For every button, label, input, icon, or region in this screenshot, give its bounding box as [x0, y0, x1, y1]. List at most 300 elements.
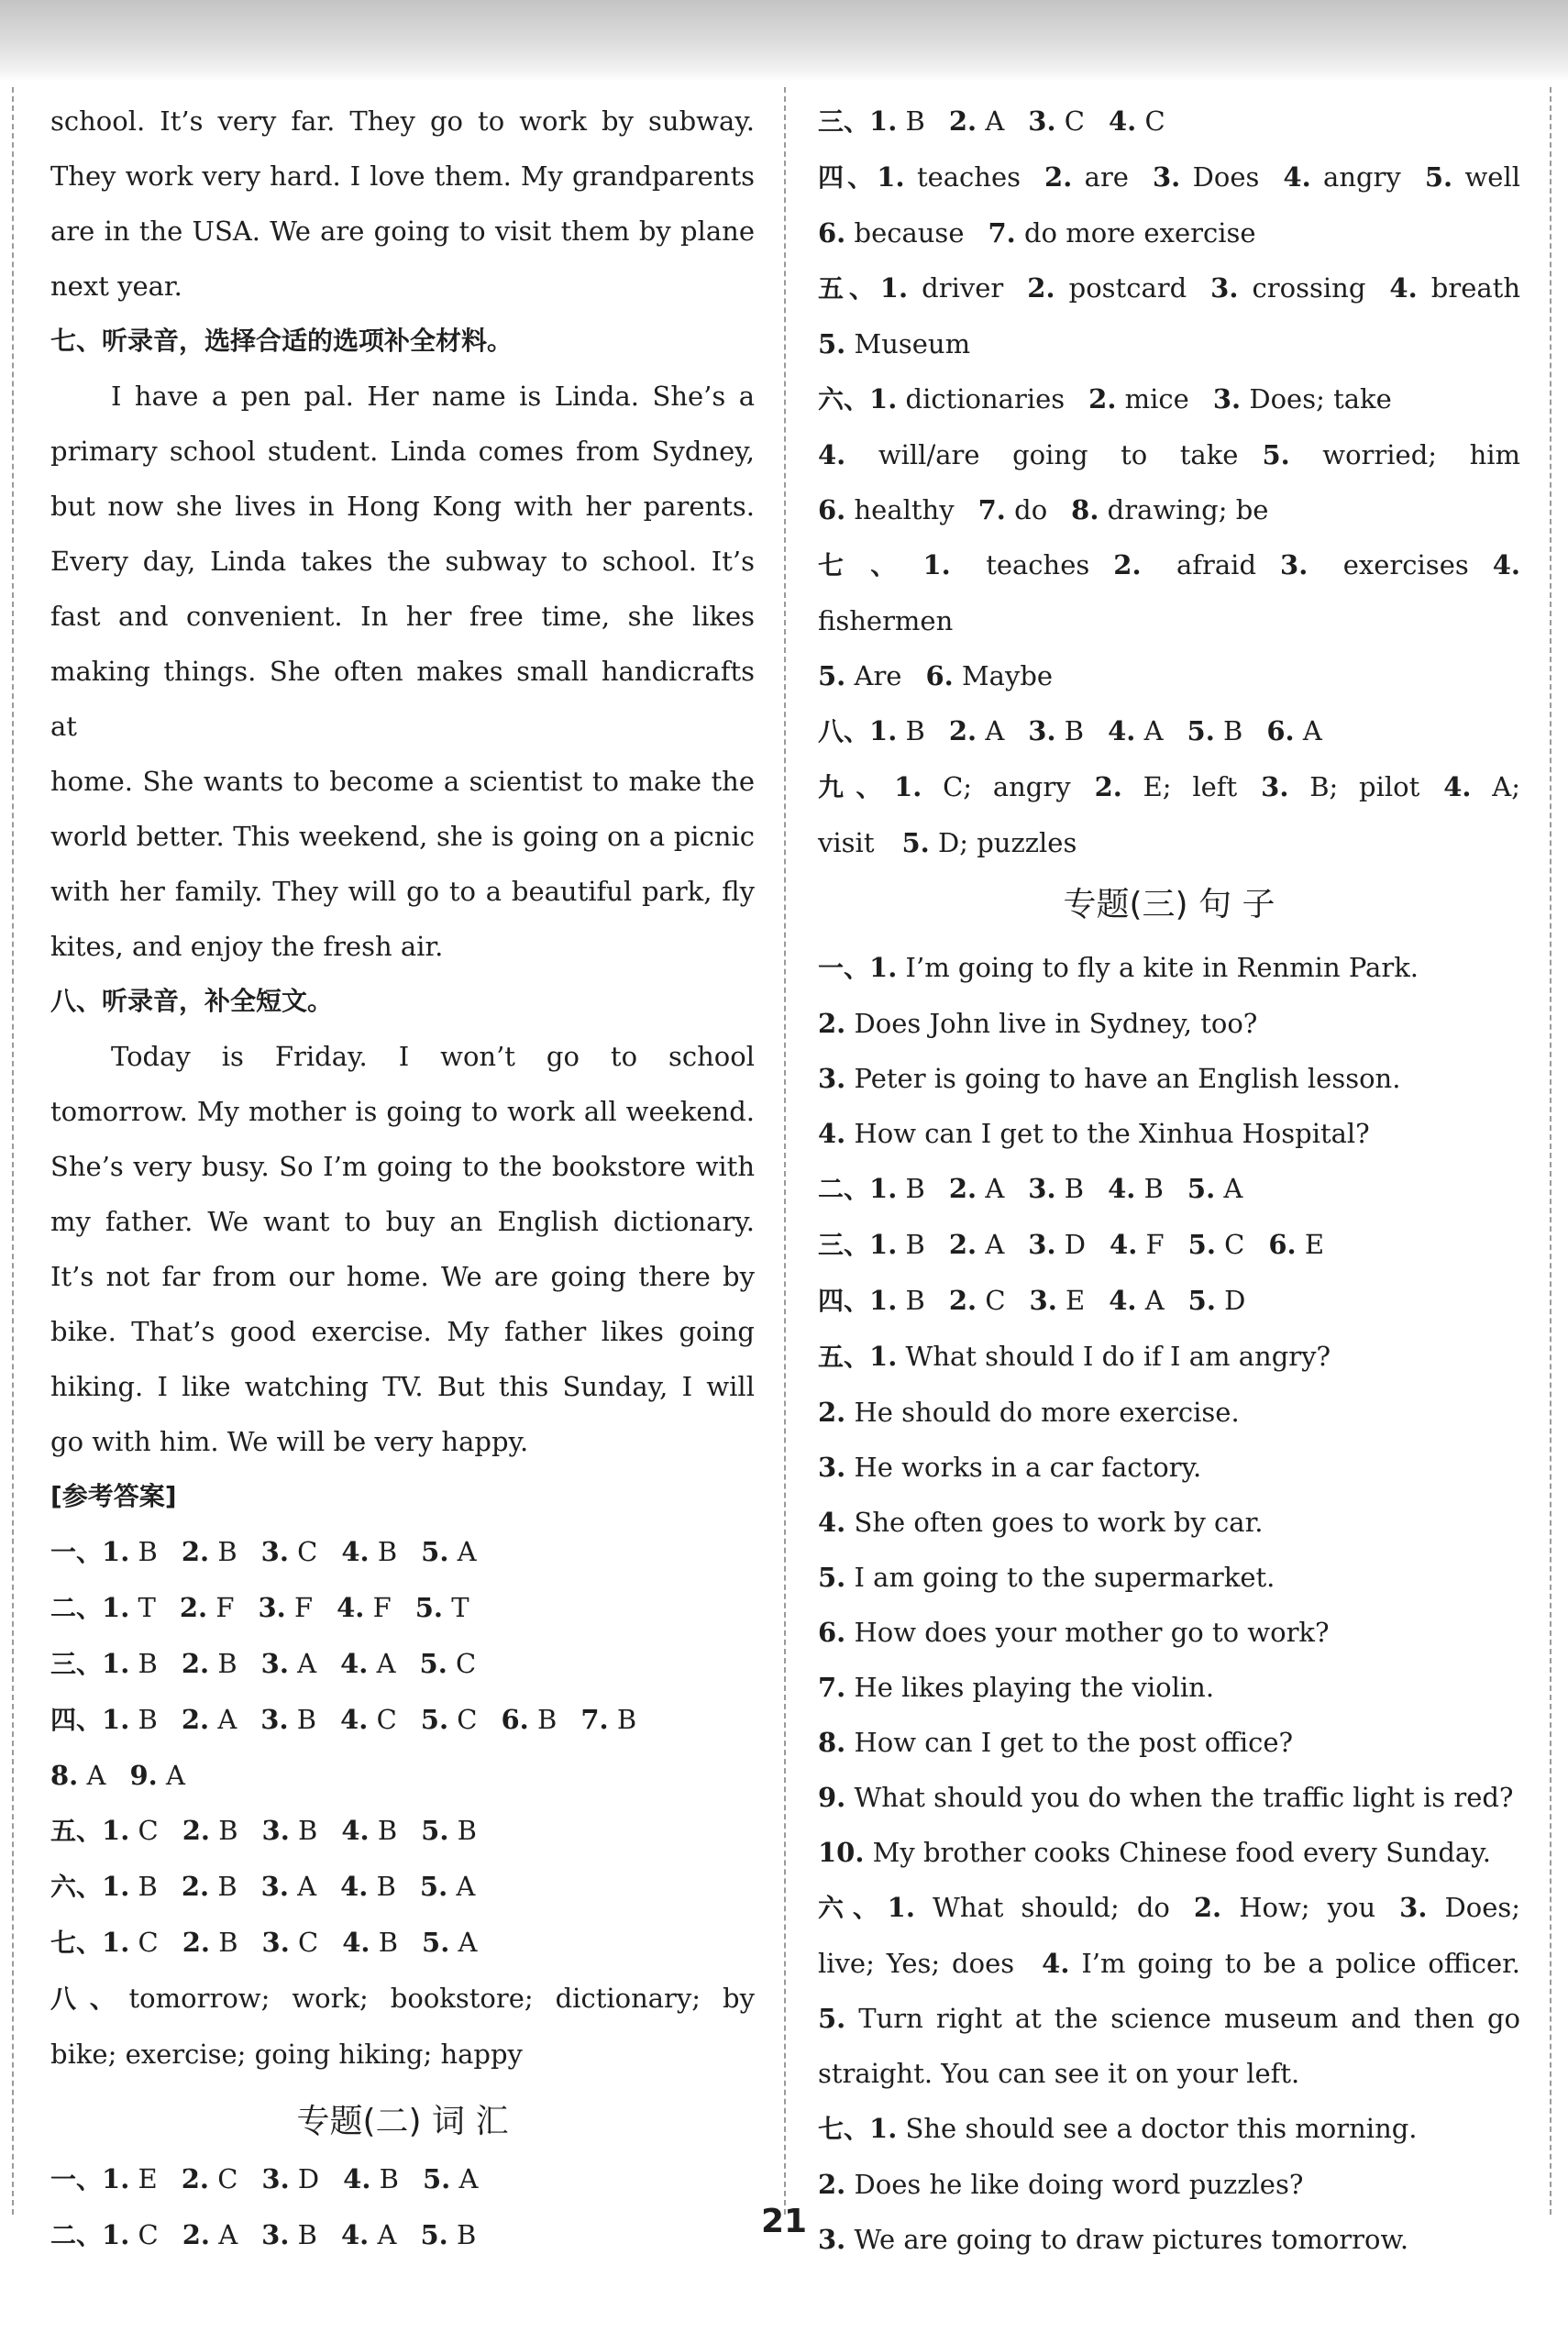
answer-text: B: [905, 105, 925, 137]
item-number: 5.: [420, 1704, 449, 1735]
sentence-text: How can I get to the Xinhua Hospital?: [854, 1118, 1370, 1149]
item-number: 2.: [182, 1815, 210, 1846]
item-number: 4.: [1108, 1173, 1136, 1204]
answer-text: D; puzzles: [937, 827, 1077, 858]
item-number: 5.: [422, 1927, 450, 1958]
sentence-text: I am going to the supermarket.: [854, 1562, 1275, 1593]
item-number: 3.: [1029, 1285, 1057, 1316]
answer-text: B: [296, 1704, 317, 1735]
answer-text: C: [985, 1285, 1006, 1316]
answer-row: [818, 1991, 1520, 2046]
answer-text: B: [1064, 1173, 1085, 1204]
item-number: 2.: [179, 1592, 208, 1623]
answer-text: B: [1223, 715, 1243, 746]
answer-text: B: [217, 1871, 237, 1902]
answer-text: What should; do: [933, 1892, 1170, 1923]
section-number: 八、: [818, 716, 870, 746]
answer-text: driver: [922, 272, 1004, 304]
answer-row: [818, 703, 1520, 759]
answer-text: C: [1064, 105, 1085, 137]
sentence-text: We are going to draw pictures tomorrow.: [854, 2224, 1409, 2255]
item-number: 1.: [869, 383, 898, 414]
answer-text: A: [985, 715, 1005, 746]
answer-text: C: [297, 1536, 318, 1567]
item-number: 3.: [261, 2219, 290, 2250]
section-number: 六、: [818, 1893, 888, 1923]
item-number: 5.: [419, 1871, 448, 1902]
answer-row: [50, 1971, 755, 2027]
answer-text: visit: [818, 827, 875, 858]
text-line: making things. She often makes small handicrafts at: [50, 656, 755, 742]
item-number: 1.: [102, 1592, 130, 1623]
item-number: 5.: [421, 1536, 449, 1567]
item-number: 3.: [1028, 1229, 1056, 1260]
sentence-text: I’m going to fly a kite in Renmin Park.: [905, 952, 1419, 983]
sentence-text: She should see a doctor this morning.: [905, 2113, 1418, 2144]
item-number: 5.: [419, 1648, 447, 1679]
item-number: 3.: [261, 1927, 290, 1958]
section-number: 一、: [50, 1537, 103, 1567]
section-number: 一、: [50, 2164, 103, 2194]
sentence-text: He works in a car factory.: [854, 1452, 1202, 1483]
item-number: 2.: [181, 1871, 210, 1902]
sentence-text: How can I get to the post office?: [854, 1727, 1294, 1758]
answer-text: postcard: [1068, 272, 1187, 304]
answer-group: [901, 827, 1077, 858]
item-number: 5.: [421, 1815, 449, 1846]
answer-text: A: [377, 2219, 397, 2250]
item-number: 5.: [414, 1592, 444, 1623]
item-number: 4.: [340, 1648, 369, 1679]
answer-text: are: [1084, 161, 1129, 193]
item-number: 2.: [1113, 549, 1142, 580]
section-number: 七、: [818, 2114, 870, 2144]
answer-row: [818, 205, 1520, 260]
column-divider: [784, 87, 786, 2215]
answer-row: [50, 1915, 755, 1971]
item-number: 3.: [818, 1063, 846, 1094]
answer-text: B: [905, 715, 925, 746]
item-number: 1.: [922, 549, 951, 580]
item-number: 3.: [1280, 549, 1309, 580]
answer-text: A: [458, 1927, 478, 1958]
item-number: 3.: [1399, 1892, 1428, 1923]
item-number: 4.: [1443, 771, 1472, 802]
answer-text: Museum: [854, 328, 971, 359]
item-number: 1.: [102, 1536, 130, 1567]
item-number: 3.: [260, 1871, 289, 1902]
answer-text: Are: [854, 660, 902, 691]
item-number: 5.: [818, 660, 846, 691]
item-number: 2.: [181, 2163, 209, 2194]
item-number: 2.: [1027, 272, 1055, 304]
text-line: my father. We want to buy an English dictionary.: [50, 1206, 755, 1237]
sentence-line: [818, 2101, 1520, 2157]
sentence-line: [818, 1715, 1520, 1770]
text-line: She’s very busy. So I’m going to the bookstore with: [50, 1151, 755, 1182]
text-line: next year.: [50, 271, 182, 302]
answer-text: E: [1066, 1285, 1086, 1316]
section-number: 六、: [818, 384, 870, 414]
item-number: 5.: [1424, 161, 1453, 193]
sentence-text: Peter is going to have an English lesson.: [854, 1063, 1401, 1094]
answer-row: straight. You can see it on your left.: [818, 2058, 1300, 2089]
item-number: 4.: [818, 439, 846, 470]
answer-text: A: [457, 1536, 477, 1567]
answer-text: B: [376, 1871, 396, 1902]
item-number: 6.: [818, 217, 846, 249]
answer-text: C: [457, 1704, 478, 1735]
section-number: 二、: [50, 1593, 103, 1623]
item-number: 5.: [1187, 715, 1215, 746]
answer-row: [818, 427, 1520, 482]
sentence-list: [818, 1329, 1520, 1880]
answer-text: A: [1302, 715, 1322, 746]
answer-text: B: [377, 1536, 398, 1567]
text-line: They work very hard. I love them. My grandparents: [50, 160, 755, 192]
item-number: 2.: [948, 715, 977, 746]
item-number: 4.: [340, 1871, 369, 1902]
answer-text: B: [138, 1648, 158, 1679]
answer-text: B: [218, 1815, 238, 1846]
section-number: 一、: [818, 953, 870, 983]
answer-text: B: [537, 1704, 558, 1735]
answer-text: angry: [1323, 161, 1401, 193]
answer-row: [50, 1803, 755, 1859]
item-number: 5.: [818, 328, 846, 359]
answer-text: A: [218, 2219, 238, 2250]
answer-row: [818, 94, 1520, 149]
section-number: 三、: [818, 1230, 870, 1260]
answer-row: [818, 815, 1520, 870]
item-number: 8.: [1071, 494, 1099, 525]
item-number: 4.: [341, 1536, 370, 1567]
item-number: 4.: [1110, 1229, 1138, 1260]
item-number: 1.: [869, 1173, 898, 1204]
answer-text: C: [138, 2219, 159, 2250]
item-number: 3.: [260, 1536, 289, 1567]
answer-text: C: [138, 1815, 159, 1846]
item-number: 1.: [894, 771, 922, 802]
sentence-line: [818, 1440, 1520, 1495]
answer-text: B: [298, 1815, 318, 1846]
item-number: 4.: [340, 2219, 370, 2250]
item-number: 1.: [102, 1648, 130, 1679]
answer-text: because: [854, 217, 965, 249]
answer-text: worried; him: [1322, 439, 1521, 470]
answer-text: live; Yes; does: [818, 1948, 1015, 1979]
answer-text: F: [215, 1592, 235, 1623]
item-number: 1.: [102, 2163, 130, 2194]
answer-text: F: [293, 1592, 314, 1623]
answer-row: [818, 1273, 1520, 1329]
item-number: 2.: [181, 1648, 210, 1679]
text-line: with her family. They will go to a beautiful park, fly: [50, 876, 755, 907]
item-number: 4.: [1492, 549, 1521, 580]
answer-text: B: [377, 1815, 398, 1846]
sentence-text: Does John live in Sydney, too?: [854, 1008, 1258, 1039]
item-number: 2.: [181, 1704, 210, 1735]
answer-text: breath: [1430, 272, 1520, 304]
item-number: 4.: [343, 2163, 371, 2194]
answer-text: teaches: [916, 161, 1021, 193]
item-number: 7.: [977, 494, 1006, 525]
sentence-line: [818, 1550, 1520, 1605]
answer-text: mice: [1124, 383, 1189, 414]
item-number: 3.: [1261, 771, 1289, 802]
section-number: 三、: [818, 106, 870, 137]
sentence-text: What should you do when the traffic light is red?: [854, 1782, 1514, 1813]
sentence-line: [818, 1385, 1520, 1440]
item-number: 4.: [341, 1815, 370, 1846]
answer-text: crossing: [1252, 272, 1366, 304]
section-number: 七、: [50, 1928, 103, 1958]
answer-text: A: [985, 1229, 1005, 1260]
answer-text: B: [297, 2219, 317, 2250]
item-number: 4.: [340, 1704, 369, 1735]
question-heading: 八、听录音，补全短文。: [50, 986, 334, 1016]
answer-row: [818, 482, 1520, 537]
sentence-line: [818, 1605, 1520, 1660]
answer-text: A: [86, 1760, 106, 1791]
item-number: 3.: [1212, 383, 1242, 414]
item-number: 2.: [182, 1927, 210, 1958]
answer-row: [50, 1748, 755, 1803]
answer-text: teaches: [986, 549, 1090, 580]
question-heading: 七、听录音，选择合适的选项补全材料。: [50, 326, 513, 356]
text-line: home. She wants to become a scientist to make the: [50, 766, 755, 797]
item-number: 1.: [869, 1341, 898, 1372]
item-number: 3.: [1028, 715, 1056, 746]
item-number: 2.: [1094, 771, 1122, 802]
sentence-line: [818, 940, 1520, 996]
item-number: 3.: [1210, 272, 1239, 304]
item-number: 1.: [887, 1892, 915, 1923]
answer-text: B: [456, 2219, 477, 2250]
item-number: 2.: [182, 2219, 210, 2250]
answer-text: B: [378, 1927, 399, 1958]
answer-text: E; left: [1143, 771, 1238, 802]
item-number: 7.: [580, 1704, 609, 1735]
answer-text: D: [1064, 1229, 1087, 1260]
text-line: It’s not far from our home. We are going there by: [50, 1261, 755, 1292]
answer-text: B: [217, 1536, 237, 1567]
answer-row: [818, 1936, 1520, 1991]
answer-row: [50, 1524, 755, 1580]
answer-text: A;: [1492, 771, 1520, 802]
item-number: 1.: [102, 1704, 130, 1735]
answer-text: do more exercise: [1023, 217, 1256, 249]
answer-text: A: [458, 2163, 479, 2194]
item-number: 5.: [1187, 1173, 1216, 1204]
answer-text: A: [1143, 715, 1164, 746]
text-line: but now she lives in Hong Kong with her parents.: [50, 491, 755, 522]
item-number: 1.: [879, 272, 909, 304]
answer-text: will/are going to take: [878, 439, 1239, 470]
answer-text: A: [297, 1871, 317, 1902]
answer-text: B: [218, 1927, 238, 1958]
answer-row: [50, 1580, 755, 1636]
answer-text: T: [138, 1592, 156, 1623]
answer-row: [818, 371, 1520, 427]
answer-row: [818, 537, 1520, 648]
item-number: 1.: [877, 161, 905, 193]
item-number: 7.: [988, 217, 1016, 249]
answer-text: B: [616, 1704, 637, 1735]
item-number: 2.: [1193, 1892, 1222, 1923]
answer-text: healthy: [854, 494, 955, 525]
item-number: 1.: [102, 2219, 130, 2250]
sentence-list: [818, 940, 1520, 1161]
text-line: school. It’s very far. They go to work by subway.: [50, 105, 755, 137]
section-number: 四、: [818, 1286, 870, 1316]
item-number: 5.: [818, 2003, 846, 2034]
sentence-text: How does your mother go to work?: [854, 1617, 1330, 1648]
section-title: 专题(三) 句 子: [1063, 886, 1275, 923]
item-number: 5.: [1262, 439, 1290, 470]
sentence-line: [818, 1106, 1520, 1161]
answer-row: [50, 1636, 755, 1692]
answer-row: bike; exercise; going hiking; happy: [50, 2039, 523, 2070]
sentence-line: [818, 1051, 1520, 1106]
item-number: 4.: [1108, 105, 1137, 137]
item-number: 5.: [901, 827, 930, 858]
item-number: 3.: [1028, 1173, 1056, 1204]
answer-text: A: [1144, 1285, 1165, 1316]
answer-text: B: [217, 1648, 237, 1679]
answer-text: Turn right at the science museum and then go: [858, 2003, 1521, 2034]
answer-text: A: [165, 1760, 185, 1791]
answer-text: B: [905, 1229, 925, 1260]
answer-text: F: [1145, 1229, 1165, 1260]
item-number: 1.: [102, 1815, 130, 1846]
item-number: 6.: [501, 1704, 529, 1735]
item-number: 3.: [1028, 105, 1056, 137]
answer-text: How; you: [1239, 1892, 1376, 1923]
answer-text: F: [372, 1592, 392, 1623]
sentence-text: She often goes to work by car.: [854, 1507, 1264, 1538]
item-number: 5.: [420, 2219, 448, 2250]
answer-text: C: [456, 1648, 477, 1679]
answer-row: [818, 1880, 1520, 1936]
answer-text: B: [138, 1871, 158, 1902]
answer-text: B; pilot: [1309, 771, 1420, 802]
section-number: 四、: [818, 162, 878, 193]
text-line: Today is Friday. I won’t go to school: [111, 1041, 755, 1072]
page-number: 21: [760, 2203, 808, 2240]
item-number: 6.: [818, 1617, 846, 1648]
answer-row: [818, 648, 1520, 703]
answer-row: [50, 2151, 755, 2207]
item-number: 1.: [869, 952, 898, 983]
section-number: 五、: [818, 273, 880, 304]
answer-text: Maybe: [961, 660, 1054, 691]
item-number: 1.: [869, 2113, 898, 2144]
item-number: 2.: [818, 2169, 846, 2200]
item-number: 4.: [1042, 1948, 1070, 1979]
item-number: 10.: [818, 1837, 865, 1868]
answer-text: C: [298, 1927, 319, 1958]
item-number: 2.: [948, 1229, 977, 1260]
answer-text: Does;: [1444, 1892, 1521, 1923]
answer-text: B: [1064, 715, 1085, 746]
item-number: 2.: [818, 1397, 846, 1428]
answer-text: do: [1014, 494, 1048, 525]
item-number: 4.: [818, 1507, 846, 1538]
answer-text: D: [297, 2163, 320, 2194]
right-margin-rule: [1550, 87, 1551, 2215]
sentence-line: [818, 1770, 1520, 1825]
section-number: 九、: [818, 772, 895, 802]
item-number: 4.: [1108, 715, 1136, 746]
item-number: 6.: [925, 660, 954, 691]
item-number: 3.: [260, 1648, 289, 1679]
answer-text: B: [138, 1704, 158, 1735]
item-number: 2.: [948, 105, 977, 137]
text-line: tomorrow. My mother is going to work all weekend.: [50, 1096, 755, 1127]
answer-text: T: [451, 1592, 469, 1623]
item-number: 7.: [818, 1672, 846, 1703]
sentence-text: Does he like doing word puzzles?: [854, 2169, 1304, 2200]
answer-row: [818, 759, 1520, 815]
item-number: 5.: [1187, 1285, 1216, 1316]
answer-text: C: [1144, 105, 1165, 137]
item-number: 3.: [1152, 161, 1181, 193]
answer-text: B: [457, 1815, 477, 1846]
answer-text: A: [456, 1871, 476, 1902]
sentence-text: He likes playing the violin.: [854, 1672, 1215, 1703]
answer-text: A: [376, 1648, 396, 1679]
item-number: 1.: [869, 105, 898, 137]
answer-row: [818, 149, 1520, 205]
item-number: 4.: [342, 1927, 370, 1958]
text-line: hiking. I like watching TV. But this Sunday, I will: [50, 1371, 755, 1402]
answer-text: C: [376, 1704, 397, 1735]
item-number: 6.: [1266, 715, 1295, 746]
answer-text: tomorrow; work; bookstore; dictionary; by: [128, 1983, 755, 2014]
item-number: 2.: [1044, 161, 1073, 193]
answer-text: fishermen: [818, 605, 954, 636]
answer-text: A: [297, 1648, 317, 1679]
item-number: 1.: [869, 1229, 898, 1260]
answer-text: E: [138, 2163, 158, 2194]
text-line: Every day, Linda takes the subway to school. It’s: [50, 546, 755, 577]
answer-key-label: [参考答案]: [50, 1481, 177, 1511]
answer-text: A: [217, 1704, 237, 1735]
item-number: 1.: [102, 1927, 130, 1958]
item-number: 3.: [261, 1815, 290, 1846]
item-number: 2.: [818, 1008, 846, 1039]
answer-row: [50, 1692, 755, 1748]
answer-text: D: [1224, 1285, 1246, 1316]
left-column: [50, 94, 755, 2263]
answer-text: A: [985, 105, 1005, 137]
answer-text: B: [905, 1173, 925, 1204]
item-number: 3.: [261, 2163, 290, 2194]
item-number: 5.: [422, 2163, 451, 2194]
text-line: are in the USA. We are going to visit them by plane: [50, 216, 755, 247]
answer-text: Does; take: [1249, 383, 1392, 414]
answer-text: C: [138, 1927, 159, 1958]
item-number: 1.: [869, 1285, 898, 1316]
answer-text: afraid: [1176, 549, 1257, 580]
section-number: 六、: [50, 1872, 103, 1902]
sentence-line: [818, 1329, 1520, 1385]
text-line: bike. That’s good exercise. My father likes going: [50, 1316, 755, 1347]
item-number: 5.: [818, 1562, 846, 1593]
answer-row: [818, 316, 1520, 371]
section-title: 专题(二) 词 汇: [296, 2103, 509, 2140]
